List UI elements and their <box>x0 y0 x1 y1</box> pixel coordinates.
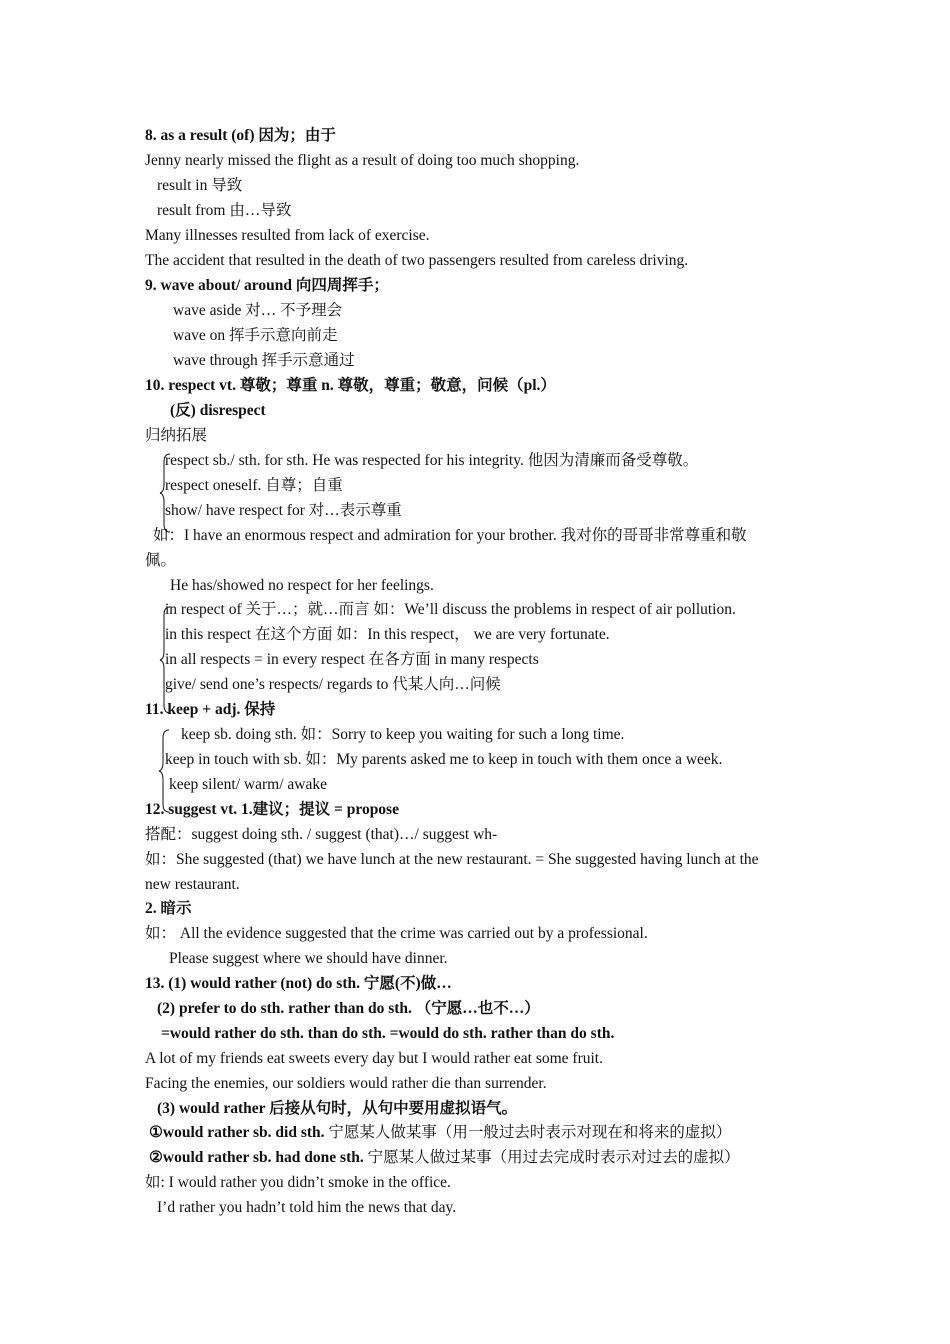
phrase-wave-through: wave through 挥手示意通过 <box>173 352 355 369</box>
item-8-heading: 8. as a result (of) 因为；由于 <box>145 127 336 144</box>
example-sentence: Please suggest where we should have dinner. <box>169 950 448 967</box>
example-sentence: 如： All the evidence suggested that the crime was carried out by a professional. <box>145 925 648 942</box>
grammar-rule-pattern: ②would rather sb. had done sth. <box>149 1149 364 1166</box>
phrase-line: in all respects = in every respect 在各方面 in many respects <box>165 651 539 668</box>
example-sentence: I’d rather you hadn’t told him the news that day. <box>157 1199 457 1216</box>
grammar-rule-note: 宁愿某人做某事（用一般过去时表示对现在和将来的虚拟） <box>324 1124 732 1141</box>
example-sentence: Jenny nearly missed the flight as a result of doing too much shopping. <box>145 152 580 169</box>
phrase-line: keep silent/ warm/ awake <box>169 776 327 793</box>
grammar-rule-note: 宁愿某人做过某事（用过去完成时表示对过去的虚拟） <box>363 1149 740 1166</box>
phrase-line: in respect of 关于…；就…而言 如：We’ll discuss the problems in respect of air pollution. <box>165 601 736 618</box>
sub-heading: (2) prefer to do sth. rather than do sth. （宁愿…也不…） <box>157 1000 540 1017</box>
example-sentence: He has/showed no respect for her feelings. <box>170 577 434 594</box>
left-brace <box>158 452 174 534</box>
phrase-wave-on: wave on 挥手示意向前走 <box>173 327 338 344</box>
section-label: 归纳拓展 <box>145 427 208 444</box>
example-sentence: Many illnesses resulted from lack of exercise. <box>145 227 430 244</box>
example-sentence-cont: new restaurant. <box>145 876 240 893</box>
left-brace <box>157 728 173 814</box>
collocation-line: 搭配：suggest doing sth. / suggest (that)…/ suggest wh- <box>145 826 498 843</box>
antonym-line: (反) disrespect <box>170 402 266 419</box>
example-sentence: Facing the enemies, our soldiers would rather die than surrender. <box>145 1075 547 1092</box>
phrase-line: keep sb. doing sth. 如：Sorry to keep you waiting for such a long time. <box>181 726 625 743</box>
sense-2-heading: 2. 暗示 <box>145 900 192 917</box>
example-sentence-cont: 佩。 <box>145 552 177 569</box>
example-sentence: A lot of my friends eat sweets every day but I would rather eat some fruit. <box>145 1050 603 1067</box>
phrase-result-from: result from 由…导致 <box>157 202 292 219</box>
item-10-heading: 10. respect vt. 尊敬；尊重 n. 尊敬，尊重；敬意，问候（pl.） <box>145 377 556 394</box>
example-sentence: 如：I have an enormous respect and admiration for your brother. 我对你的哥哥非常尊重和敬 <box>153 527 747 544</box>
item-9-heading: 9. wave about/ around 向四周挥手； <box>145 277 389 294</box>
grammar-rule-pattern: ①would rather sb. did sth. <box>149 1124 325 1141</box>
example-sentence: The accident that resulted in the death of two passengers resulted from careless driving. <box>145 252 689 269</box>
phrase-line: show/ have respect for 对…表示尊重 <box>165 502 402 519</box>
sub-heading: (3) would rather 后接从句时，从句中要用虚拟语气。 <box>157 1100 518 1117</box>
item-12-heading: 12. suggest vt. 1.建议；提议 = propose <box>145 801 399 818</box>
grammar-rule <box>149 1146 740 1171</box>
phrase-line: give/ send one’s respects/ regards to 代某人向…问候 <box>165 676 501 693</box>
sub-heading: =would rather do sth. than do sth. =would do sth. rather than do sth. <box>161 1025 615 1042</box>
example-sentence: 如：She suggested (that) we have lunch at the new restaurant. = She suggested having lunch at the <box>145 851 759 868</box>
phrase-line: respect oneself. 自尊；自重 <box>165 477 343 494</box>
grammar-rule <box>149 1121 731 1146</box>
phrase-line: in this respect 在这个方面 如：In this respect， we are very fortunate. <box>165 626 610 643</box>
left-brace <box>158 605 174 715</box>
item-11-heading: 11. keep + adj. 保持 <box>145 701 276 718</box>
phrase-line: respect sb./ sth. for sth. He was respected for his integrity. 他因为清廉而备受尊敬。 <box>165 452 699 469</box>
phrase-result-in: result in 导致 <box>157 177 243 194</box>
phrase-line: keep in touch with sb. 如：My parents asked me to keep in touch with them once a week. <box>165 751 723 768</box>
phrase-wave-aside: wave aside 对… 不予理会 <box>173 302 343 319</box>
example-sentence: 如: I would rather you didn’t smoke in the office. <box>145 1174 451 1191</box>
item-13-heading: 13. (1) would rather (not) do sth. 宁愿(不)做… <box>145 975 452 992</box>
